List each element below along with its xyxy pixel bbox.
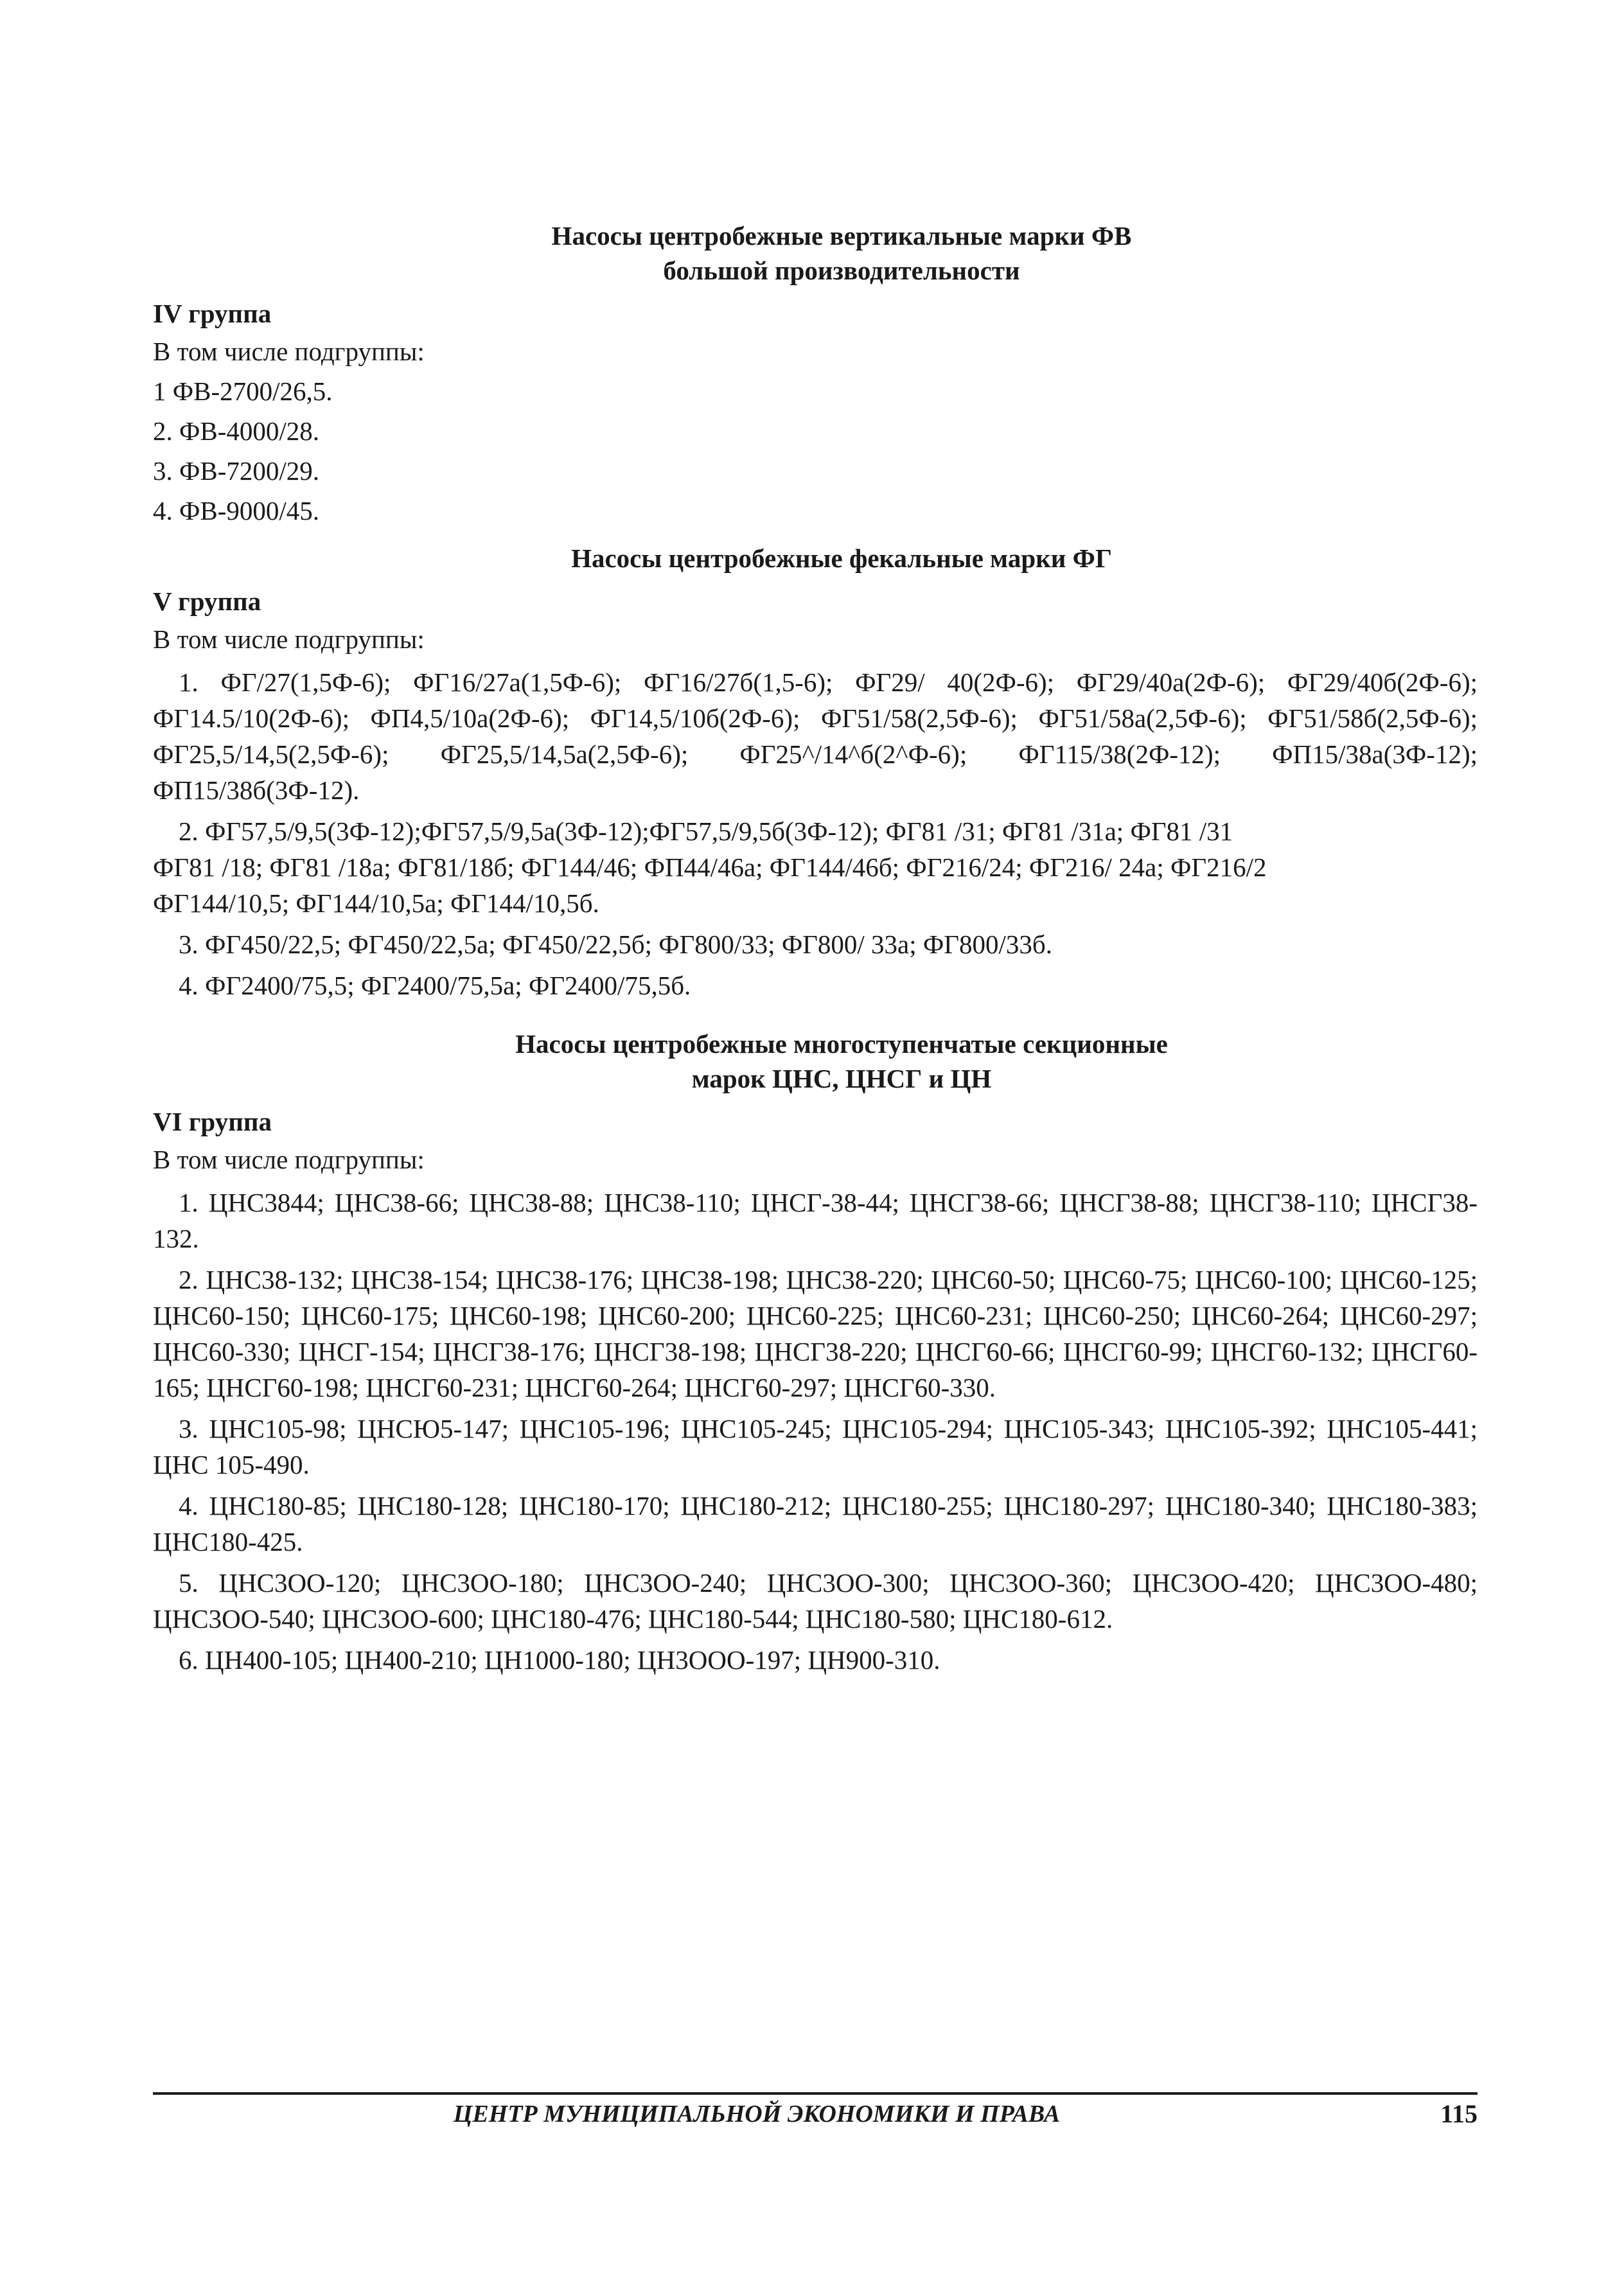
subgroup-paragraph: 3. ФГ450/22,5; ФГ450/22,5а; ФГ450/22,5б; ФГ800/33; ФГ800/ 33а; ФГ800/33б. [179, 930, 1052, 959]
page-number: 115 [1440, 2099, 1478, 2128]
group-heading-vi: VI группа [153, 1107, 272, 1136]
subgroup-paragraph: 1. ФГ/27(1,5Ф-6); ФГ16/27а(1,5Ф-6); ФГ16/27б(1,5-6); ФГ29/ 40(2Ф-6); ФГ29/40а(2Ф-6); ФГ29/40б(2Ф-6); ФГ14.5/10(2Ф-6); ФП4,5/10а(2Ф-6); ФГ14,5/10б(2Ф-6); ФГ51/58(2,5Ф-6); ФГ51/58а(2,5Ф-6); ФГ51/58б(2,5Ф-6); ФГ25,5/14,5(2,5Ф-6); ФГ25,5/14,5а(2,5Ф-6); ФГ25^/14^б(2^Ф-6); ФГ115/38(2Ф-12); ФП15/38а(3Ф-12); ФП15/38б(3Ф-12). [153, 667, 1478, 805]
list-item: 2. ФВ-4000/28. [153, 416, 320, 446]
section-title-line: Насосы центробежные вертикальные марки ФВ [551, 221, 1132, 251]
subgroup-paragraph-clipped [153, 813, 1478, 921]
list-item: 1 ФВ-2700/26,5. [153, 376, 333, 406]
section-title-cns [206, 1027, 1478, 1096]
section-title-line: марок ЦНС, ЦНСГ и ЦН [691, 1064, 992, 1093]
group-heading-v: V группа [153, 586, 261, 616]
paragraph-line: ФГ144/10,5; ФГ144/10,5а; ФГ144/10,5б. [153, 888, 599, 918]
subgroup-paragraph: 3. ЦНС105-98; ЦНСЮ5-147; ЦНС105-196; ЦНС105-245; ЦНС105-294; ЦНС105-343; ЦНС105-392; ЦНС105-441; ЦНС 105-490. [153, 1414, 1478, 1479]
group-heading-iv: IV группа [153, 299, 272, 328]
paragraph-line: ФГ81 /18; ФГ81 /18а; ФГ81/18б; ФГ144/46; ФП44/46а; ФГ144/46б; ФГ216/24; ФГ216/ 24а; ФГ216/2 [153, 852, 1267, 882]
section-title-fv [206, 218, 1478, 288]
page-content [153, 218, 1478, 1682]
subgroup-paragraph: 5. ЦНС3ОО-120; ЦНС3ОО-180; ЦНС3ОО-240; ЦНС3ОО-300; ЦНС3ОО-360; ЦНС3ОО-420; ЦНС3ОО-480; ЦНС3ОО-540; ЦНС3ОО-600; ЦНС180-476; ЦНС180-544; ЦНС180-580; ЦНС180-612. [153, 1568, 1478, 1634]
subgroup-paragraph: 4. ФГ2400/75,5; ФГ2400/75,5а; ФГ2400/75,5б. [179, 971, 691, 1000]
subgroup-paragraph: 4. ЦНС180-85; ЦНС180-128; ЦНС180-170; ЦНС180-212; ЦНС180-255; ЦНС180-297; ЦНС180-340; ЦНС180-383; ЦНС180-425. [153, 1491, 1478, 1556]
footer-rule [153, 2092, 1478, 2095]
subgroup-paragraph: 1. ЦНС3844; ЦНС38-66; ЦНС38-88; ЦНС38-110; ЦНСГ-38-44; ЦНСГ38-66; ЦНСГ38-88; ЦНСГ38-110; ЦНСГ38-132. [153, 1188, 1478, 1253]
list-item: 3. ФВ-7200/29. [153, 456, 320, 486]
footer-publisher: ЦЕНТР МУНИЦИПАЛЬНОЙ ЭКОНОМИКИ И ПРАВА [453, 2101, 1061, 2128]
paragraph-line: 2. ФГ57,5/9,5(3Ф-12);ФГ57,5/9,5а(3Ф-12);ФГ57,5/9,5б(3Ф-12); ФГ81 /31; ФГ81 /31а; ФГ81 /31 [179, 816, 1233, 846]
section-title-line: Насосы центробежные фекальные марки ФГ [571, 543, 1112, 573]
subgroup-paragraph: 6. ЦН400-105; ЦН400-210; ЦН1000-180; ЦН3ООО-197; ЦН900-310. [179, 1645, 940, 1675]
section-title-line: большой производительности [663, 256, 1020, 285]
subgroup-paragraph: 2. ЦНС38-132; ЦНС38-154; ЦНС38-176; ЦНС38-198; ЦНС38-220; ЦНС60-50; ЦНС60-75; ЦНС60-100; ЦНС60-125; ЦНС60-150; ЦНС60-175; ЦНС60-198; ЦНС60-200; ЦНС60-225; ЦНС60-231; ЦНС60-250; ЦНС60-264; ЦНС60-297; ЦНС60-330; ЦНСГ-154; ЦНСГ38-176; ЦНСГ38-198; ЦНСГ38-220; ЦНСГ60-66; ЦНСГ60-99; ЦНСГ60-132; ЦНСГ60-165; ЦНСГ60-198; ЦНСГ60-231; ЦНСГ60-264; ЦНСГ60-297; ЦНСГ60-330. [153, 1265, 1478, 1402]
subgroups-label: В том числе подгруппы: [153, 1145, 425, 1174]
subgroups-label: В том числе подгруппы: [153, 337, 425, 366]
section-title-fg [206, 541, 1478, 576]
section-title-line: Насосы центробежные многоступенчатые секционные [515, 1029, 1168, 1059]
list-item: 4. ФВ-9000/45. [153, 496, 320, 525]
subgroups-label: В том числе подгруппы: [153, 624, 425, 654]
